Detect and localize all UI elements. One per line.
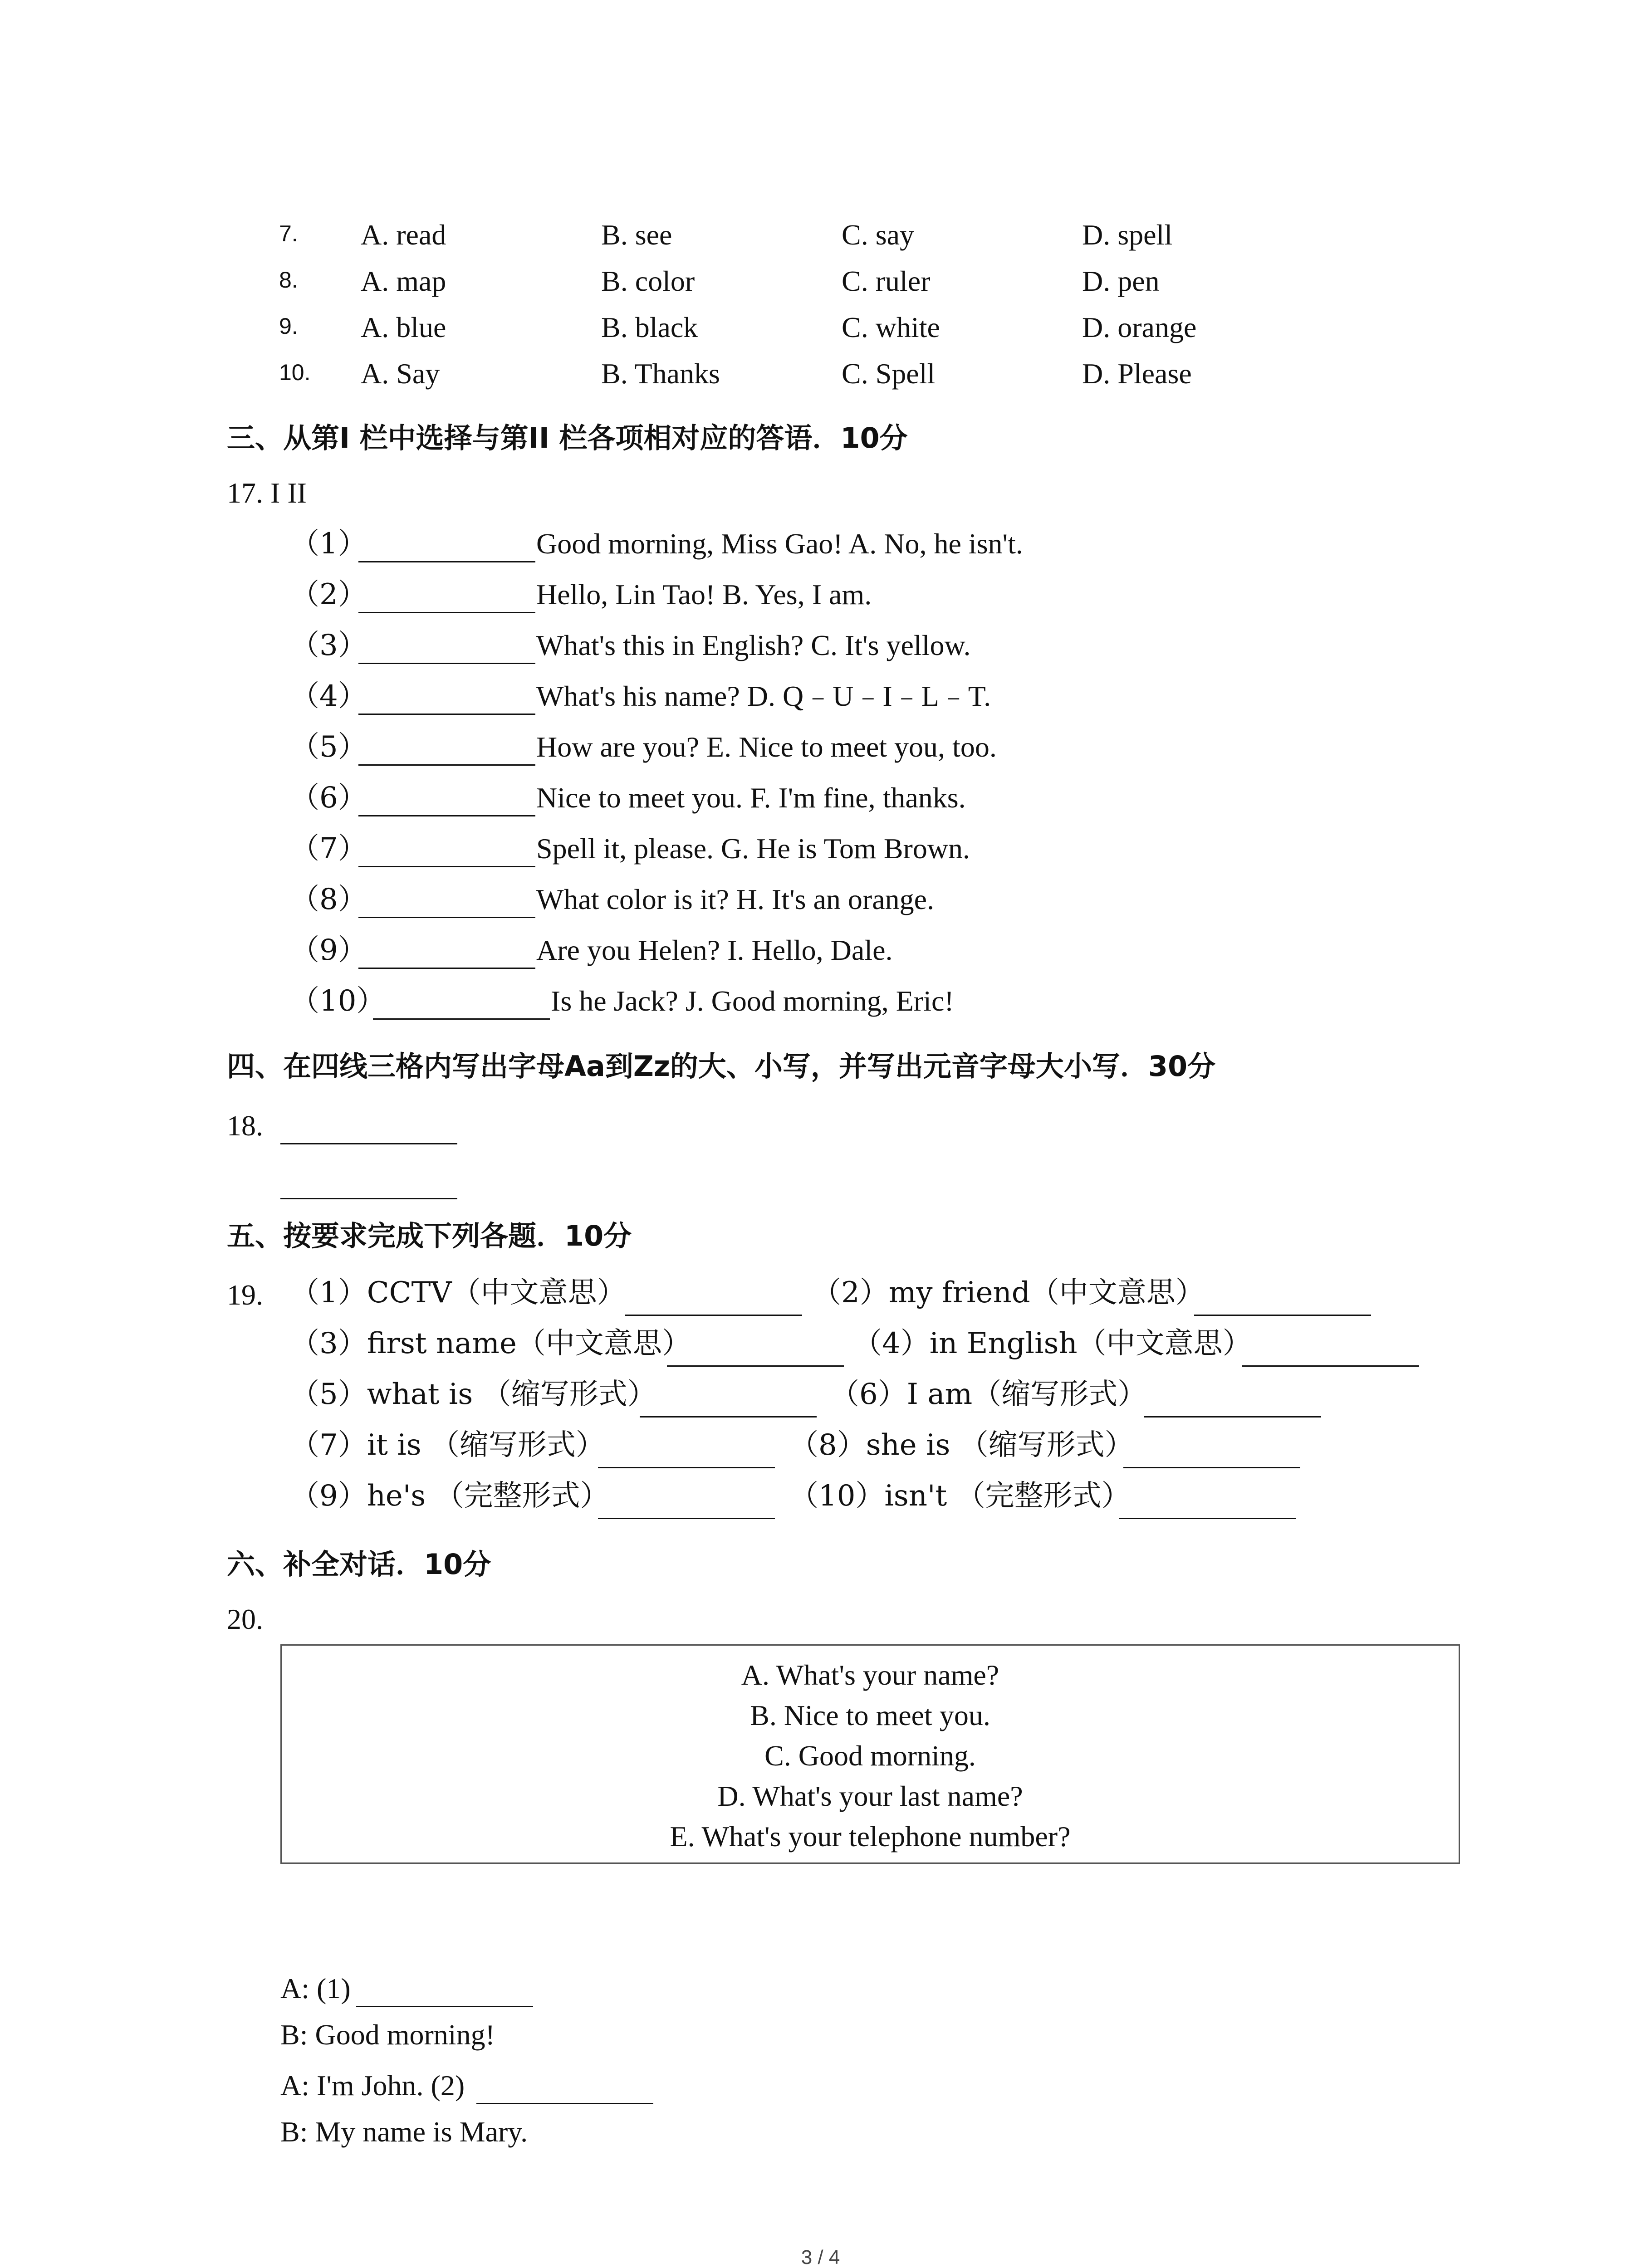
exercise-item: （4）in English（中文意思）: [853, 1327, 1252, 1360]
dialogue-text: A: I'm John. (2): [280, 2069, 465, 2102]
item-text: Is he Jack? J. Good morning, Eric!: [551, 985, 954, 1017]
item-number: （8）: [290, 883, 367, 916]
exercise-item: （5）what is （缩写形式）: [290, 1378, 656, 1411]
option-c: C. white: [842, 311, 940, 343]
question-label: 18.: [227, 1110, 263, 1142]
item-number: （1）: [290, 527, 367, 561]
answer-blank[interactable]: [1242, 1365, 1419, 1367]
question-number: 8.: [279, 267, 298, 293]
item-number: （9）: [290, 934, 367, 967]
item-text: What color is it? H. It's an orange.: [536, 883, 935, 915]
dialogue-text: A: (1): [280, 1972, 351, 2004]
question-label: 17. I II: [227, 477, 307, 509]
item-number: （6）: [290, 781, 367, 815]
option-a: A. Say: [361, 357, 440, 390]
exercise-item: （3）first name（中文意思）: [290, 1327, 691, 1360]
item-text: Good morning, Miss Gao! A. No, he isn't.: [536, 528, 1023, 560]
question-number: 10.: [279, 360, 311, 385]
option-d: D. Please: [1082, 357, 1192, 390]
answer-blank[interactable]: [373, 1018, 550, 1020]
answer-blank[interactable]: [280, 1143, 457, 1144]
page-number: 3 / 4: [801, 2246, 840, 2268]
answer-blank[interactable]: [356, 2006, 533, 2007]
answer-blank[interactable]: [1144, 1416, 1321, 1418]
answer-blank[interactable]: [1194, 1315, 1371, 1316]
section-heading: 五、按要求完成下列各题．10分: [227, 1219, 632, 1252]
answer-blank[interactable]: [598, 1518, 775, 1519]
answer-blank[interactable]: [358, 612, 535, 613]
answer-blank[interactable]: [625, 1315, 802, 1316]
option-b: B. black: [601, 311, 698, 343]
answer-blank[interactable]: [358, 968, 535, 969]
option-c: C. ruler: [842, 265, 931, 297]
item-text: Hello, Lin Tao! B. Yes, I am.: [536, 578, 872, 611]
answer-blank[interactable]: [1123, 1467, 1300, 1468]
option-a: A. read: [361, 219, 446, 251]
exercise-item: （9）he's （完整形式）: [290, 1479, 609, 1513]
section-heading: 六、补全对话．10分: [227, 1548, 491, 1581]
question-label: 19.: [227, 1279, 263, 1311]
section-heading: 四、在四线三格内写出字母Aa到Zz的大、小写，并写出元音字母大小写．30分: [227, 1050, 1216, 1083]
answer-blank[interactable]: [358, 815, 535, 816]
exercise-item: （1）CCTV（中文意思）: [290, 1276, 626, 1310]
option-line: C. Good morning.: [764, 1740, 976, 1772]
option-line: B. Nice to meet you.: [750, 1699, 990, 1731]
question-number: 9.: [279, 313, 298, 339]
option-line: E. What's your telephone number?: [670, 1820, 1071, 1853]
answer-blank[interactable]: [640, 1416, 817, 1418]
item-number: （2）: [290, 578, 367, 611]
option-a: A. blue: [361, 311, 446, 343]
item-number: （3）: [290, 629, 367, 662]
option-c: C. say: [842, 219, 914, 251]
answer-blank[interactable]: [476, 2103, 653, 2104]
answer-blank[interactable]: [358, 714, 535, 715]
answer-blank[interactable]: [598, 1467, 775, 1468]
option-b: B. Thanks: [601, 357, 720, 390]
exercise-item: （6）I am（缩写形式）: [830, 1378, 1147, 1411]
option-a: A. map: [361, 265, 446, 297]
item-text: Are you Helen? I. Hello, Dale.: [536, 934, 893, 966]
item-text: What's this in English? C. It's yellow.: [536, 629, 971, 661]
exercise-item: （10）isn't （完整形式）: [789, 1479, 1131, 1513]
item-number: （10）: [290, 984, 386, 1018]
option-d: D. spell: [1082, 219, 1173, 251]
exercise-item: （2）my friend（中文意思）: [812, 1276, 1205, 1310]
exercise-item: （8）she is （缩写形式）: [789, 1428, 1134, 1462]
item-text: Spell it, please. G. He is Tom Brown.: [536, 832, 970, 865]
option-line: A. What's your name?: [741, 1659, 999, 1691]
section-heading: 三、从第I 栏中选择与第II 栏各项相对应的答语．10分: [227, 421, 908, 455]
answer-blank[interactable]: [358, 917, 535, 918]
answer-blank[interactable]: [667, 1365, 844, 1367]
question-number: 7.: [279, 221, 298, 246]
option-d: D. pen: [1082, 265, 1160, 297]
answer-blank[interactable]: [358, 866, 535, 867]
option-line: D. What's your last name?: [717, 1780, 1023, 1812]
exercise-item: （7）it is （缩写形式）: [290, 1428, 605, 1462]
answer-blank[interactable]: [1119, 1518, 1296, 1519]
item-number: （4）: [290, 679, 367, 713]
option-d: D. orange: [1082, 311, 1197, 343]
item-number: （7）: [290, 832, 367, 865]
answer-blank[interactable]: [358, 561, 535, 562]
option-b: B. see: [601, 219, 672, 251]
answer-blank[interactable]: [358, 663, 535, 664]
item-text: How are you? E. Nice to meet you, too.: [536, 731, 997, 763]
item-number: （5）: [290, 730, 367, 764]
options-box: [280, 1644, 1460, 1864]
item-text: Nice to meet you. F. I'm fine, thanks.: [536, 782, 966, 814]
option-b: B. color: [601, 265, 695, 297]
question-label: 20.: [227, 1603, 263, 1635]
option-c: C. Spell: [842, 357, 936, 390]
item-text: What's his name? D. Q﹣U﹣I﹣L﹣T.: [536, 680, 991, 712]
dialogue-text: B: My name is Mary.: [280, 2116, 528, 2148]
answer-blank[interactable]: [358, 764, 535, 766]
dialogue-text: B: Good morning!: [280, 2019, 495, 2051]
answer-blank[interactable]: [280, 1198, 457, 1199]
